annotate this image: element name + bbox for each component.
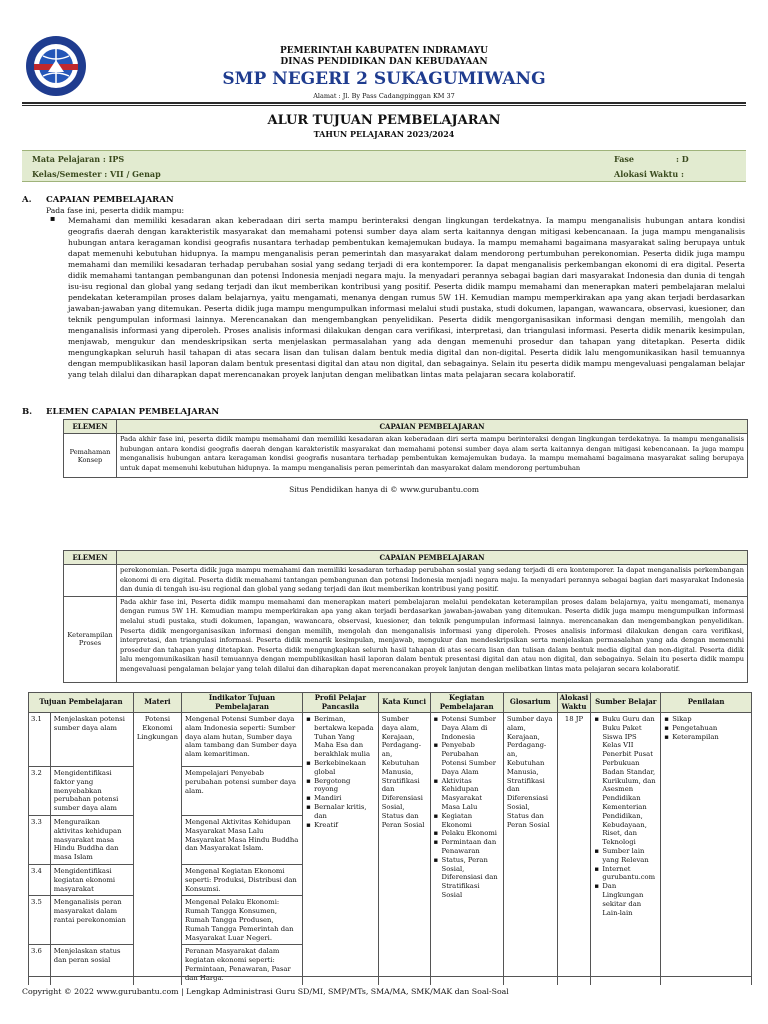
objective-text: Menganalisis peran masyarakat dalam rantai perekonomian <box>50 896 133 945</box>
penilaian-item: ▪ Keterampilan <box>664 733 748 742</box>
table-row <box>29 713 752 767</box>
element-name-continued <box>64 565 117 597</box>
class-semester-label: Kelas/Semester : VII / Genap <box>32 169 161 179</box>
objective-number: 3.1 <box>29 713 51 767</box>
penilaian-cell <box>661 713 752 985</box>
col-elemen-header: ELEMEN <box>64 551 117 565</box>
profil-item: ▪ Kreatif <box>306 821 375 830</box>
page-footer-site: Situs Pendidikan hanya di © www.gurubantu.com <box>289 485 479 494</box>
objective-number: 3.3 <box>29 815 51 864</box>
indicator-text: Mengenal Aktivitas Kehidupan Masyarakat Masa Lalu Masyarakat Masa Hindu Buddha dan Masyarakat Islam. <box>181 815 302 864</box>
section-a-title: CAPAIAN PEMBELAJARAN <box>46 195 174 205</box>
objective-number: 3.5 <box>29 896 51 945</box>
header-divider <box>22 102 746 106</box>
indicator-text: Mengenal Kegiatan Ekonomi seperti: Produksi, Distribusi dan Konsumsi. <box>181 864 302 895</box>
objective-text: Mengidentifikasi faktor yang menyebabkan perubahan potensi sumber daya alam <box>50 767 133 816</box>
objective-text: Menjelaskan potensi sumber daya alam <box>50 713 133 767</box>
learning-objectives-table <box>28 692 752 985</box>
kegiatan-item: ▪ Permintaan dan Penawaran <box>434 838 500 856</box>
profil-item: ▪ Beriman, bertakwa kepada Tuhan Yang Maha Esa dan berakhlak mulia <box>306 715 375 759</box>
objective-text: Mengidentifikasi kegiatan ekonomi masyarakat <box>50 864 133 895</box>
phase-label: Fase <box>614 154 635 164</box>
profil-cell <box>303 713 379 985</box>
bullet-icon: ▪ <box>50 214 56 223</box>
objective-text: Menguraikan aktivitas kehidupan masyarakat masa Hindu Buddha dan masa Islam <box>50 815 133 864</box>
objective-number: 3.4 <box>29 864 51 895</box>
section-b-letter: B. <box>22 407 33 417</box>
profil-item: ▪ Bergotong royong <box>306 777 375 795</box>
kegiatan-cell <box>430 713 503 985</box>
profil-item: ▪ Berkebinekaan global <box>306 759 375 777</box>
kegiatan-list <box>434 715 500 900</box>
element-text-continued: perekonomian. Peserta didik juga mampu memahami dan memiliki kesadaran terhadap perubahan sosial yang sedang terjadi di era kontemporer. Ia dapat menganalisis perkembangan ekonomi di era digital. Peserta didik memahami tantangan pembangunan dan potensi Indonesia menjadi negara maju. Ia menyadari perannya sebagai bagian dari masyarakat Indonesia dan dunia di tengah isu-isu regional dan global yang sedang terjadi dan ikut memberikan kontribusi yang positif. <box>117 565 748 597</box>
col-glosarium-header: Glosarium <box>503 693 557 713</box>
sumber-list <box>594 715 657 917</box>
elements-table-part2 <box>63 550 748 683</box>
glosarium-cell: Sumber daya alam, Kerajaan, Perdagang-an, Kebutuhan Manusia, Stratifikasi dan Diferensiasi Sosial, Status dan Peran Sosial <box>503 713 557 985</box>
phase-value: : D <box>676 154 689 164</box>
objective-text: Menjelaskan status dan peran sosial <box>50 945 133 985</box>
col-cp-header: CAPAIAN PEMBELAJARAN <box>117 420 748 434</box>
kegiatan-item: ▪ Aktivitas Kehidupan Masyarakat Masa Lalu <box>434 777 500 812</box>
alokasi-cell: 18 JP <box>557 713 591 985</box>
header-school-name: SMP NEGERI 2 SUKAGUMIWANG <box>222 69 546 89</box>
col-elemen-header: ELEMEN <box>64 420 117 434</box>
elements-table-part1 <box>63 419 748 478</box>
kegiatan-item: ▪ Potensi Sumber Daya Alam di Indonesia <box>434 715 500 741</box>
document-subtitle: TAHUN PELAJARAN 2023/2024 <box>313 129 455 139</box>
kegiatan-item: ▪ Kegiatan Ekonomi <box>434 812 500 830</box>
subject-label: Mata Pelajaran : IPS <box>32 154 125 164</box>
header-government: PEMERINTAH KABUPATEN INDRAMAYU <box>279 46 489 56</box>
profil-item: ▪ Bernalar kritis, dan <box>306 803 375 821</box>
sumber-item: ▪ Dan Lingkungan sekitar dan Lain-lain <box>594 882 657 917</box>
sumber-cell <box>591 713 661 985</box>
header-address: Alamat : Jl. By Pass Cadangpinggan KM 37 <box>313 92 455 100</box>
element-name: Keterampilan Proses <box>64 596 117 682</box>
header-department: DINAS PENDIDIKAN DAN KEBUDAYAAN <box>280 57 488 67</box>
table-bottom-border <box>28 976 752 977</box>
penilaian-item: ▪ Pengetahuan <box>664 724 748 733</box>
element-text: Pada akhir fase ini, Peserta didik mampu memahami dan menerapkan materi pembelajaran melalui pendekatan keterampilan proses dalam belajarnya, yaitu mengamati, menanya dengan rumus 5W 1H. Kemudian mampu memperkirakan apa yang akan terjadi berdasarkan jawaban-jawaban yang ditemukan. Peserta didik juga mampu mengumpulkan informasi melalui studi pustaka, studi dokumen, lapangan, wawancara, observasi, kuesioner, dan teknik pengumpulan informasi lainnya. merencanakan dan mengembangkan penyelidikan. Peserta didik mengorganisasikan informasi dengan memilih, mengolah dan menganalisis informasi yang diperoleh. Proses analisis informasi dilakukan dengan cara verifikasi, interpretasi, dan triangulasi informasi. Peserta didik menarik kesimpulan, menjawab, mengukur dan mendeskripsikan serta menjelaskan permasalahan yang ada dengan memenuhi prosedur dan tahapan yang ditetapkan. Peserta didik mengungkapkan seluruh hasil tahapan di atas secara lisan dan tulisan dalam bentuk media digital dan non-digital. Peserta didik lalu mengomunikasikan hasil temuannya dengan mempublikasikan hasil laporan dalam bentuk presentasi digital dan atau non digital, dan sebagainya. Selain itu peserta didik mampu mengevaluasi pengalaman belajar yang telah dilalui dan diharapkan dapat merencanakan proyek lanjutan dengan melibatkan lintas mata pelajaran secara kolaboratif. <box>117 596 748 682</box>
col-penilaian-header: Penilaian <box>661 693 752 713</box>
col-materi-header: Materi <box>133 693 181 713</box>
objective-number: 3.6 <box>29 945 51 985</box>
kegiatan-item: ▪ Status, Peran Sosial, Diferensiasi dan Stratifikasi Sosial <box>434 856 500 900</box>
section-a-intro: Pada fase ini, peserta didik mampu: <box>46 206 185 215</box>
col-profil-header: Profil Pelajar Pancasila <box>303 693 379 713</box>
col-sumber-header: Sumber Belajar <box>591 693 661 713</box>
time-allocation-label: Alokasi Waktu : <box>614 169 684 179</box>
subject-info-band <box>22 150 746 182</box>
kegiatan-item: ▪ Pelaku Ekonomi <box>434 829 500 838</box>
copyright-footer: Copyright © 2022 www.gurubantu.com | Lengkap Administrasi Guru SD/MI, SMP/MTs, SMA/MA, SMK/MAK dan Soal-Soal <box>22 987 509 996</box>
kata-kunci-cell: Sumber daya alam, Kerajaan, Perdagang-an, Kebutuhan Manusia, Stratifikasi dan Diferensiasi Sosial, Status dan Peran Sosial <box>378 713 430 985</box>
col-tujuan-header: Tujuan Pembelajaran <box>29 693 134 713</box>
element-text: Pada akhir fase ini, peserta didik mampu memahami dan memiliki kesadaran akan keberadaan diri serta mampu berinteraksi dengan lingkungan terdekatnya. Ia mampu menganalisis hubungan antara kondisi geografis daerah dengan karakteristik masyarakat dan memahami potensi sumber daya alam serta kaitannya dengan mitigasi kebencanaan. Ia juga mampu menganalisis hubungan antara keragaman kondisi geografis nusantara terhadap pembentukan kemajemukan budaya. Ia mampu memahami bagaimana masyarakat saling berupaya untuk dapat memenuhi kebutuhan hidupnya. Ia mampu menganalisis peran pemerintah dan masyarakat dalam mendorong pertumbuhan <box>117 434 748 478</box>
section-a-letter: A. <box>22 195 32 205</box>
section-b-title: ELEMEN CAPAIAN PEMBELAJARAN <box>46 407 220 417</box>
col-alokasi-header: Alokasi Waktu <box>557 693 591 713</box>
section-a-paragraph: Memahami dan memiliki kesadaran akan keberadaan diri serta mampu berinteraksi dengan lingkungan terdekatnya. Ia mampu menganalisis hubungan antara kondisi geografis daerah dengan karakteristik masyarakat dan memahami potensi sumber daya alam serta kaitannya dengan mitigasi kebencanaan. Ia juga mampu menganalisis hubungan antara keragaman kondisi geografis nusantara terhadap pembentukan kemajemukan budaya. Ia mampu memahami bagaimana masyarakat saling berupaya untuk dapat memenuhi kebutuhan hidupnya. Ia mampu menganalisis peran pemerintah dan masyarakat dalam mendorong pertumbuhan perekonomian. Peserta didik juga mampu memahami dan memiliki kesadaran terhadap perubahan sosial yang sedang terjadi di era kontemporer. Ia dapat menganalisis perkembangan ekonomi di era digital. Peserta didik memahami tantangan pembangunan dan potensi Indonesia menjadi negara maju. Ia menyadari perannya sebagai bagian dari masyarakat Indonesia dan dunia di tengah isu-isu regional dan global yang sedang terjadi dan ikut memberikan kontribusi yang positif. Peserta didik mampu memahami dan menerapkan materi pembelajaran melalui pendekatan keterampilan proses dalam belajarnya, yaitu mengamati, menanya dengan rumus 5W 1H. Kemudian mampu memperkirakan apa yang akan terjadi berdasarkan jawaban-jawaban yang ditemukan. Peserta didik juga mampu mengumpulkan informasi melalui studi pustaka, studi dokumen, lapangan, wawancara, observasi, kuesioner, dan teknik pengumpulan informasi lainnya. Merencanakan dan mengembangkan penyelidikan. Peserta didik mengorganisasikan informasi dengan memilih, mengolah dan menganalisis informasi yang diperoleh. Proses analisis informasi dilakukan dengan cara verifikasi, interpretasi, dan triangulasi informasi. Peserta didik menarik kesimpulan, menjawab, mengukur dan mendeskripsikan serta menjelaskan permasalahan yang ada dengan memenuhi prosedur dan tahapan yang ditetapkan. Peserta didik mengungkapkan seluruh hasil tahapan di atas secara lisan dan tulisan dalam bentuk media digital dan non-digital. Peserta didik lalu mengomunikasikan hasil temuannya dengan mempublikasikan hasil laporan dalam bentuk presentasi digital dan atau non digital, dan sebagainya. Selain itu peserta didik mampu mengevaluasi pengalaman belajar yang telah dilalui dan diharapkan dapat merencanakan proyek lanjutan dengan melibatkan lintas mata pelajaran secara kolaboratif. <box>68 216 745 379</box>
document-title: ALUR TUJUAN PEMBELAJARAN <box>267 113 501 128</box>
penilaian-item: ▪ Sikap <box>664 715 748 724</box>
col-kegiatan-header: Kegiatan Pembelajaran <box>430 693 503 713</box>
sumber-item: ▪ Buku Guru dan Buku Paket Siswa IPS Kelas VII Penerbit Pusat Perbukuan Badan Standar, Kurikulum, dan Asesmen Pendidikan Kementerian Pendidikan, Kebudayaan, Riset, dan Teknologi <box>594 715 657 847</box>
col-cp-header: CAPAIAN PEMBELAJARAN <box>117 551 748 565</box>
indicator-text: Mengenal Pelaku Ekonomi: Rumah Tangga Konsumen, Rumah Tangga Produsen, Rumah Tangga Pemerintah dan Masyarakat Luar Negeri. <box>181 896 302 945</box>
indicator-text: Mengenal Potensi Sumber daya alam Indonesia seperti: Sumber daya alam hutan, Sumber daya alam tambang dan Sumber daya alam kemaritiman. <box>181 713 302 767</box>
element-name: Pemahaman Konsep <box>64 434 117 478</box>
materi-cell: Potensi Ekonomi Lingkungan <box>133 713 181 985</box>
penilaian-list <box>664 715 748 741</box>
indicator-text: Peranan Masyarakat dalam kegiatan ekonomi seperti: Permintaan, Penawaran, Pasar dan Harga. <box>181 945 302 985</box>
kegiatan-item: ▪ Penyebab Perubahan Potensi Sumber Daya Alam <box>434 741 500 776</box>
indicator-text: Mempelajari Penyebab perubahan potensi sumber daya alam. <box>181 767 302 816</box>
profil-list <box>306 715 375 829</box>
col-indikator-header: Indikator Tujuan Pembelajaran <box>181 693 302 713</box>
sumber-item: ▪ Internet gurubantu.com <box>594 865 657 883</box>
objective-number: 3.2 <box>29 767 51 816</box>
col-kata-kunci-header: Kata Kunci <box>378 693 430 713</box>
sumber-item: ▪ Sumber lain yang Relevan <box>594 847 657 865</box>
profil-item: ▪ Mandiri <box>306 794 375 803</box>
